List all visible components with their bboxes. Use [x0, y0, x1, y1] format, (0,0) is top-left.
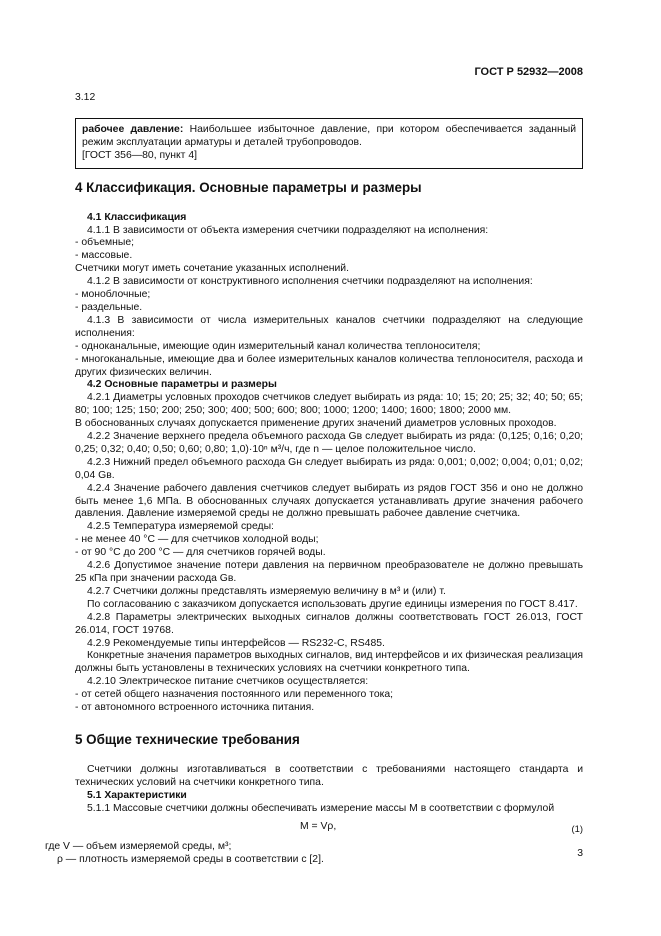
list-item: - одноканальные, имеющие один измерительный канал количества теплоносителя; [75, 340, 481, 352]
list-item: - раздельные. [75, 301, 143, 313]
list-item: - не менее 40 °С — для счетчиков холодной воды; [75, 534, 319, 546]
list-item: - от сетей общего назначения постоянного или переменного тока; [75, 689, 394, 701]
section-4-title: 4 Классификация. Основные параметры и размеры [75, 179, 422, 195]
paragraph: 4.2.10 Электрическое питание счетчиков осуществляется: [87, 676, 369, 688]
list-item: - многоканальные, имеющие два и более измерительных каналов количества теплоносителя, расхода и других физических величин. [75, 353, 583, 378]
section-5-title: 5 Общие технические требования [75, 731, 300, 747]
paragraph: 4.1.2 В зависимости от конструктивного исполнения счетчики подразделяют на исполнения: [87, 276, 533, 288]
paragraph: 4.2.9 Рекомендуемые типы интерфейсов — RS232-С, RS485. [87, 637, 385, 649]
paragraph: 4.2.8 Параметры электрических выходных сигналов должны соответствовать ГОСТ 26.013, ГОСТ 26.014, ГОСТ 19768. [75, 611, 583, 636]
paragraph: 4.2.1 Диаметры условных проходов счетчиков следует выбирать из ряда: 10; 15; 20; 25; 32; 40; 50; 65; 80; 100; 125; 150; 200; 250; 300; 400; 500; 600; 800; 1000; 1200; 1400; 1600; 1800; 2000 мм. [75, 392, 583, 417]
paragraph: 4.2.6 Допустимое значение потери давления на первичном преобразователе не должно превышать 25 кПа при значении расхода Gв. [75, 560, 583, 584]
paragraph: 4.2.2 Значение верхнего предела объемного расхода Gв следует выбирать из ряда: (0,125; 0,16; 0,20; 0,25; 0,32; 0,40; 0,50; 0,60; 0,80; 1,0)·10ⁿ м³/ч, где n — целое положительное число. [75, 431, 583, 455]
paragraph: 4.2.4 Значение рабочего давления счетчиков следует выбирать из рядов ГОСТ 356 и оно не должно быть менее 1,6 МПа. В обоснованных случаях допускается устанавливать другие значения рабочего давления. Давление измеряемой среды не должно превышать рабочее давление счетчика. [75, 482, 583, 520]
formula [75, 821, 583, 836]
paragraph: 4.2.7 Счетчики должны представлять измеряемую величину в м³ и (или) т. [87, 585, 446, 597]
document-header: ГОСТ Р 52932—2008 [474, 66, 583, 78]
paragraph: 5.1.1 Массовые счетчики должны обеспечивать измерение массы M в соответствии с формулой [87, 802, 555, 814]
list-item: - от автономного встроенного источника питания. [75, 702, 315, 714]
section-5 [45, 731, 583, 866]
term-definition: Наибольшее избыточное давление, при котором обеспечивается заданный режим эксплуатации арматуры и деталей трубопроводов. [82, 123, 576, 148]
paragraph: Счетчики должны изготавливаться в соответствии с требованиями настоящего стандарта и технических условий на счетчики конкретного типа. [75, 763, 583, 788]
term: рабочее давление: [82, 123, 184, 135]
formula-legend-v: где V — объем измеряемой среды, м³; [45, 840, 232, 852]
paragraph: 4.1.1 В зависимости от объекта измерения счетчики подразделяют на исполнения: [87, 224, 489, 236]
definition-box [75, 118, 583, 169]
subsection-4-2-title: 4.2 Основные параметры и размеры [87, 379, 277, 391]
list-item: - массовые. [75, 250, 133, 262]
formula-number: (1) [571, 822, 583, 834]
list-item: - объемные; [75, 237, 135, 249]
paragraph: По согласованию с заказчиком допускается использовать другие единицы измерения по ГОСТ 8.417. [87, 598, 578, 610]
page-body [45, 92, 583, 866]
paragraph: 4.1.3 В зависимости от числа измерительных каналов счетчики подразделяют на следующие исполнения: [75, 314, 583, 339]
list-item: - от 90 °С до 200 °С — для счетчиков горячей воды. [75, 547, 326, 559]
subsection-5-1-title: 5.1 Характеристики [87, 789, 187, 801]
formula-expression: M = Vρ, [300, 820, 337, 832]
formula-legend-rho: ρ — плотность измеряемой среды в соответствии с [2]. [57, 853, 324, 865]
page-number: 3 [577, 848, 583, 859]
paragraph: Счетчики могут иметь сочетание указанных исполнений. [75, 263, 349, 275]
list-item: - моноблочные; [75, 289, 151, 301]
paragraph: 4.2.3 Нижний предел объемного расхода Gн следует выбирать из ряда: 0,001; 0,002; 0,004; 0,01; 0,02; 0,04 Gв. [75, 456, 583, 481]
paragraph: В обоснованных случаях допускается применение других значений диаметров условных проходов. [75, 418, 557, 430]
clause-number: 3.12 [75, 92, 96, 103]
paragraph: Конкретные значения параметров выходных сигналов, вид интерфейсов и их физическая реализация должны быть установлены в технических условиях на счетчики конкретного типа. [75, 650, 583, 675]
paragraph: 4.2.5 Температура измеряемой среды: [87, 521, 274, 533]
term-source: [ГОСТ 356—80, пункт 4] [82, 149, 197, 161]
subsection-4-1-title: 4.1 Классификация [87, 211, 187, 223]
